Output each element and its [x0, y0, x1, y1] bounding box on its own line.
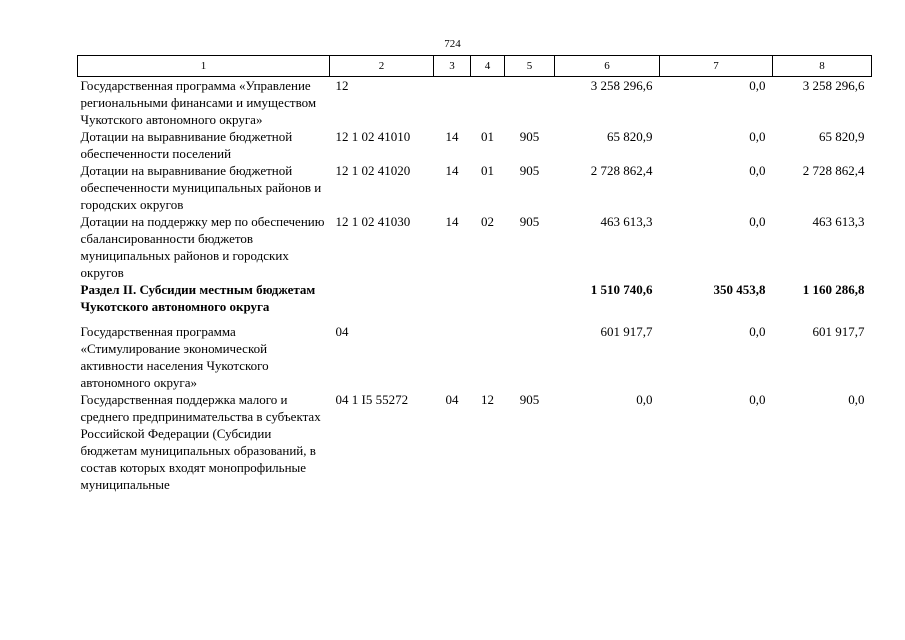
section-cell: 14 — [445, 214, 459, 229]
subsection-cell: 12 — [481, 392, 494, 407]
table-row — [78, 391, 872, 493]
total-amount-cell: 3 258 296,6 — [590, 78, 653, 93]
grbs-cell: 905 — [519, 163, 540, 178]
section-heading-row — [78, 281, 872, 323]
target-code-cell — [330, 281, 434, 323]
grbs-cell: 905 — [519, 392, 540, 407]
target-code-cell: 12 — [335, 78, 349, 93]
federal-amount-cell: 0,0 — [749, 392, 766, 407]
federal-amount-cell: 0,0 — [749, 163, 766, 178]
regional-amount-cell: 0,0 — [848, 392, 865, 407]
table-body — [78, 77, 872, 494]
item-name-cell: Дотации на поддержку мер по обеспечению сбалансированности бюджетов муниципальных районов и городских округов — [80, 214, 325, 280]
total-amount-cell: 2 728 862,4 — [590, 163, 653, 178]
regional-amount-cell: 2 728 862,4 — [802, 163, 865, 178]
table-row — [78, 323, 872, 391]
regional-amount-cell: 3 258 296,6 — [802, 78, 865, 93]
grbs-cell — [505, 281, 555, 323]
federal-amount-cell: 0,0 — [749, 78, 766, 93]
column-header-3: 3 — [434, 56, 471, 77]
total-amount-cell: 0,0 — [636, 392, 653, 407]
table-header — [78, 56, 872, 77]
table-row — [78, 213, 872, 281]
item-name-cell: Государственная поддержка малого и среднего предпринимательства в субъектах Российской Федерации (Субсидии бюджетам муниципальных образований, в состав которых входят монопрофильные муниципальные — [80, 392, 321, 492]
federal-amount-cell: 0,0 — [749, 214, 766, 229]
target-code-cell: 12 1 02 41020 — [335, 163, 411, 178]
subsection-cell — [471, 77, 505, 129]
regional-amount-cell: 65 820,9 — [819, 129, 865, 144]
column-header-8: 8 — [773, 56, 872, 77]
item-name-cell: Государственная программа «Управление региональными финансами и имуществом Чукотского автономного округа» — [80, 78, 317, 127]
table-row — [78, 128, 872, 162]
column-header-6: 6 — [555, 56, 660, 77]
total-amount-cell: 601 917,7 — [600, 324, 653, 339]
section-cell: 04 — [445, 392, 459, 407]
subsection-cell — [471, 323, 505, 391]
grbs-cell: 905 — [519, 214, 540, 229]
target-code-cell: 12 1 02 41010 — [335, 129, 411, 144]
grbs-cell — [505, 323, 555, 391]
column-header-7: 7 — [660, 56, 773, 77]
budget-table — [77, 55, 872, 493]
item-name-cell: Раздел II. Субсидии местным бюджетам Чукотского автономного округа — [80, 282, 316, 314]
federal-amount-cell: 0,0 — [749, 129, 766, 144]
target-code-cell: 04 1 I5 55272 — [335, 392, 409, 407]
federal-amount-cell: 0,0 — [749, 324, 766, 339]
target-code-cell: 04 — [335, 324, 349, 339]
federal-amount-cell: 350 453,8 — [713, 282, 766, 297]
subsection-cell: 01 — [481, 129, 494, 144]
section-cell: 14 — [445, 129, 459, 144]
section-cell — [434, 323, 471, 391]
target-code-cell: 12 1 02 41030 — [335, 214, 411, 229]
section-cell: 14 — [445, 163, 459, 178]
column-header-4: 4 — [471, 56, 505, 77]
column-header-1: 1 — [78, 56, 330, 77]
regional-amount-cell: 1 160 286,8 — [802, 282, 865, 297]
section-cell — [434, 77, 471, 129]
item-name-cell: Дотации на выравнивание бюджетной обеспеченности муниципальных районов и городских округов — [80, 163, 322, 212]
column-header-2: 2 — [330, 56, 434, 77]
column-header-5: 5 — [505, 56, 555, 77]
item-name-cell: Дотации на выравнивание бюджетной обеспеченности поселений — [80, 129, 293, 161]
grbs-cell — [505, 77, 555, 129]
total-amount-cell: 65 820,9 — [607, 129, 653, 144]
header-row — [78, 56, 872, 77]
total-amount-cell: 1 510 740,6 — [590, 282, 653, 297]
page-number: 724 — [444, 38, 461, 50]
subsection-cell: 01 — [481, 163, 494, 178]
regional-amount-cell: 601 917,7 — [812, 324, 865, 339]
table-row — [78, 162, 872, 213]
grbs-cell: 905 — [519, 129, 540, 144]
subsection-cell: 02 — [481, 214, 494, 229]
regional-amount-cell: 463 613,3 — [812, 214, 865, 229]
section-cell — [434, 281, 471, 323]
subsection-cell — [471, 281, 505, 323]
total-amount-cell: 463 613,3 — [600, 214, 653, 229]
item-name-cell: Государственная программа «Стимулирование экономической активности населения Чукотского автономного округа» — [80, 324, 269, 390]
table-row — [78, 77, 872, 129]
